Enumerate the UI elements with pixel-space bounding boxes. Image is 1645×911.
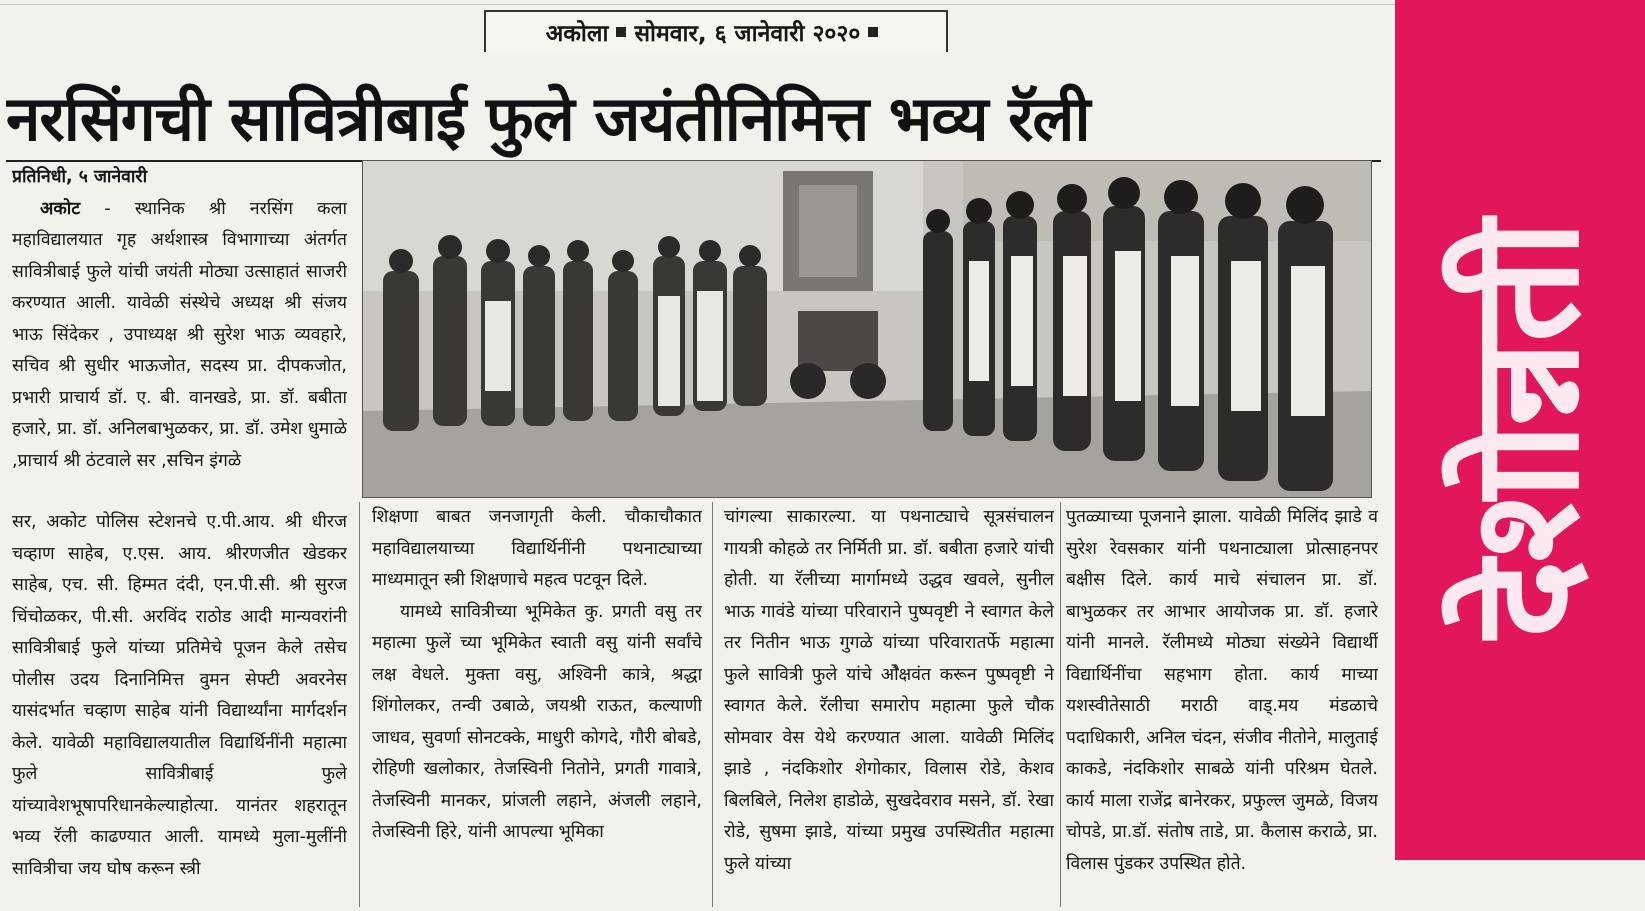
- article-text: शिक्षणा बाबत जनजागृती केली. चौकाचौकात महाविद्यालयाच्या विद्यार्थिनींनी पथनाट्याच्या माध्यमातून स्त्री शिक्षणाचे महत्व पटवून दिले.: [372, 507, 702, 590]
- article-text: चांगल्या साकारल्या. या पथनाट्याचे सूत्रसंचालन गायत्री कोहळे तर निर्मिती प्रा. डॉ. बबीता हजारे यांची होती. या रॅलीच्या मार्गामध्ये उद्धव खवले, सुनील भाऊ गावंडे यांच्या परिवाराने पुष्पवृष्टी ने स्वागत केले तर नितीन भाऊ गुगळे यांच्या परिवारातर्फे महात्मा फुले सावित्री फुले यांचे ओैक्षवंत करून पुष्पवृष्टी ने स्वागत केले. रॅलीचा समारोप महात्मा फुले चौक सोमवार वेस येथे करण्यात आला. यावेळी मिलिंद झाडे , नंदकिशोर शेगोकार, विलास रोडे, केशव बिलबिले, निलेश हाडोळे, सुखदेवराव मसने, डॉ. रेखा रोडे, सुषमा झाडे, यांच्या प्रमुख उपस्थितीत महात्मा फुले यांच्या: [724, 507, 1054, 874]
- masthead-logo: देशोन्नती: [1439, 221, 1612, 639]
- article-column-1-top: [12, 162, 347, 507]
- article-column-4: [1066, 502, 1378, 907]
- headline: नरसिंगची सावित्रीबाई फुले जयंतीनिमित्त भव्य रॅली: [6, 78, 1381, 162]
- column-divider: [359, 502, 360, 907]
- dateline-city: अकोला: [545, 21, 609, 47]
- dateline-date: सोमवार, ६ जानेवारी २०२०: [634, 21, 861, 47]
- article-column-1-bottom: [12, 507, 347, 907]
- separator-square-icon: [868, 27, 878, 37]
- byline: प्रतिनिधी, ५ जानेवारी: [12, 167, 148, 187]
- article-text: पुतळ्याच्या पूजनाने झाला. यावेळी मिलिंद झाडे व सुरेश रेवसकार यांनी पथनाट्याला प्रोत्साहनपर बक्षीस दिले. कार्य माचे संचालन प्रा. डॉ. बाभुळकर तर आभार आयोजक प्रा. डॉ. हजारे यांनी मानले. रॅलीमध्ये मोठ्या संख्येने विद्यार्थी विद्यार्थिनींचा सहभाग होता. कार्य माच्या यशस्वीतेसाठी मराठी वाड्.मय मंडळाचे पदाधिकारी, अनिल चंदन, संजीव नीतोने, मालुताई काकडे, नंदकिशोर साबळे यांनी परिश्रम घेतले. कार्य माला राजेंद्र बानेरकर, प्रफुल्ल जुमळे, विजय चोपडे, प्रा.डॉ. संतोष ताडे, प्रा. कैलास कराळे, प्रा. विलास पुंडकर उपस्थित होते.: [1066, 507, 1378, 874]
- top-rule: [0, 4, 1395, 5]
- column-divider: [1060, 502, 1061, 907]
- news-photo: [362, 160, 1372, 498]
- article-column-2: [372, 502, 702, 907]
- dateline: [484, 10, 948, 52]
- article-text: - स्थानिक श्री नरसिंग कला महाविद्यालयात गृह अर्थशास्त्र विभागाच्या अंतर्गत सावित्रीबाई फुले यांची जयंती मोठ्या उत्साहातं साजरी करण्यात आली. यावेळी संस्थेचे अध्यक्ष श्री संजय भाऊ सिंदेकर , उपाध्यक्ष श्री सुरेश भाऊ व्यवहारे, सचिव श्री सुधीर भाऊजोत, सदस्य प्रा. दीपकजोत, प्रभारी प्राचार्य डॉ. ए. बी. वानखडे, प्रा. डॉ. बबीता हजारे, प्रा. डॉ. अनिलबाभुळकर, प्रा. डॉ. उमेश धुमाळे ,प्राचार्य श्री ठंटवाले सर ,सचिन इंगळे: [12, 198, 347, 471]
- article-text: सर, अकोट पोलिस स्टेशनचे ए.पी.आय. श्री धीरज चव्हाण साहेब, ए.एस. आय. श्रीरणजीत खेडकर साहेब, एच. सी. हिम्मत दंदी, एन.पी.सी. श्री सुरज चिंचोळकर, पी.सी. अरविंद राठोड आदी मान्यवरांनी सावित्रीबाई फुले यांच्या प्रतिमेचे पूजन केले तसेच पोलीस उदय दिनानिमित्त वुमन सेफ्टी अवरनेस यासंदर्भात चव्हाण साहेब यांनी विद्यार्थ्यांना मार्गदर्शन केले. यावेळी महाविद्यालयातील विद्यार्थिनींनी महात्मा फुले सावित्रीबाई फुले यांच्यावेशभूषापरिधानकेल्याहोत्या. यानंतर शहरातून भव्य रॅली काढण्यात आली. यामध्ये मुला-मुलींनी सावित्रीचा जय घोष करून स्त्री: [12, 512, 347, 879]
- column-divider: [712, 502, 713, 907]
- separator-square-icon: [616, 27, 626, 37]
- article-text: यामध्ये सावित्रीच्या भूमिकेत कु. प्रगती वसु तर महात्मा फुलें च्या भूमिकेत स्वाती वसु यांनी सर्वांचे लक्ष वेधले. मुक्ता वसु, अश्विनी कात्रे, श्रद्धा शिंगोलकर, तन्वी उबाळे, जयश्री राऊत, कल्याणी जाधव, सुवर्णा सोनटक्के, माधुरी कोगदे, गौरी बोबडे, रोहिणी खलोकार, तेजस्विनी नितोने, प्रगती गावात्रे, तेजस्विनी मानकर, प्रांजली लहाने, अंजली लहाने, तेजस्विनी हिरे, यांनी आपल्या भूमिका: [372, 601, 702, 842]
- lead-place: अकोट: [40, 198, 81, 219]
- article-column-3: [724, 502, 1054, 907]
